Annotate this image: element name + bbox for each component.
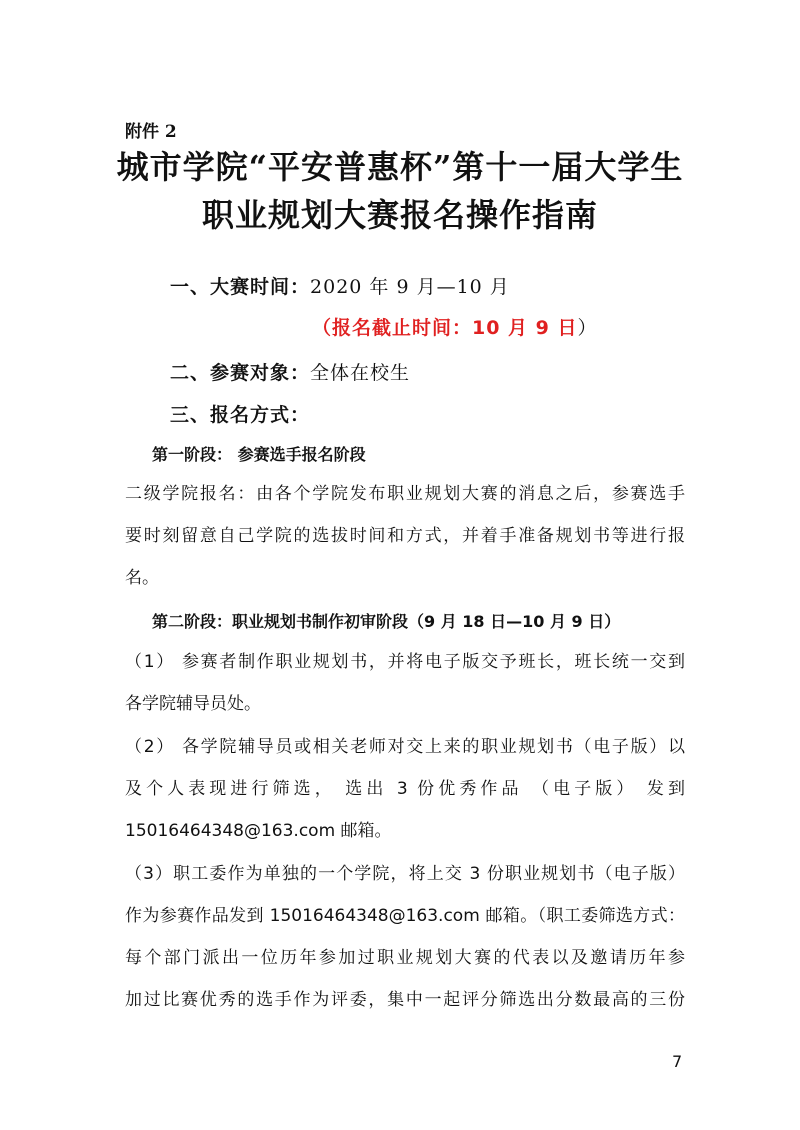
paragraph-line: 要时刻留意自己学院的选拔时间和方式，并着手准备规划书等进行报	[125, 526, 685, 546]
paragraph-line: 作为参赛作品发到 15016464348@163.com 邮箱。（职工委筛选方式：	[125, 906, 685, 926]
section-value: 2020 年 9 月—10 月	[310, 276, 510, 298]
registration-deadline	[312, 313, 598, 340]
paragraph-line: 各学院辅导员处。	[125, 694, 261, 714]
attachment-label: 附件 2	[125, 122, 177, 142]
deadline-text: （报名截止时间：10 月 9 日	[312, 317, 578, 339]
paragraph-line: （3）职工委作为单独的一个学院，将上交 3 份职业规划书（电子版）	[125, 864, 685, 884]
section-label: 二、参赛对象：	[170, 362, 311, 384]
stage-1-heading: 第一阶段： 参赛选手报名阶段	[152, 445, 366, 464]
paragraph-line: （1） 参赛者制作职业规划书，并将电子版交予班长，班长统一交到	[125, 652, 685, 672]
page-number: 7	[672, 1052, 683, 1071]
paragraph-line: （2） 各学院辅导员或相关老师对交上来的职业规划书（电子版）以	[125, 737, 685, 757]
paragraph-line: 每个部门派出一位历年参加过职业规划大赛的代表以及邀请历年参	[125, 948, 685, 968]
section-registration-method	[170, 400, 310, 427]
deadline-close-paren: ）	[577, 317, 598, 339]
document-title-line-2: 职业规划大赛报名操作指南	[201, 196, 598, 234]
section-label: 三、报名方式：	[170, 404, 311, 426]
section-value: 全体在校生	[310, 362, 411, 384]
document-title-line-1: 城市学院“平安普惠杯”第十一届大学生	[116, 148, 684, 186]
section-label: 一、大赛时间：	[170, 276, 311, 298]
section-participants	[170, 358, 410, 385]
paragraph-line: 名。	[125, 568, 159, 588]
paragraph-line: 15016464348@163.com 邮箱。	[125, 821, 392, 841]
section-competition-time	[170, 272, 510, 299]
paragraph-line: 及个人表现进行筛选， 选出 3 份优秀作品 （电子版） 发到	[125, 779, 685, 799]
paragraph-line: 加过比赛优秀的选手作为评委，集中一起评分筛选出分数最高的三份	[125, 990, 685, 1010]
stage-2-heading: 第二阶段：职业规划书制作初审阶段（9 月 18 日—10 月 9 日）	[152, 612, 621, 631]
paragraph-line: 二级学院报名：由各个学院发布职业规划大赛的消息之后，参赛选手	[125, 484, 685, 504]
